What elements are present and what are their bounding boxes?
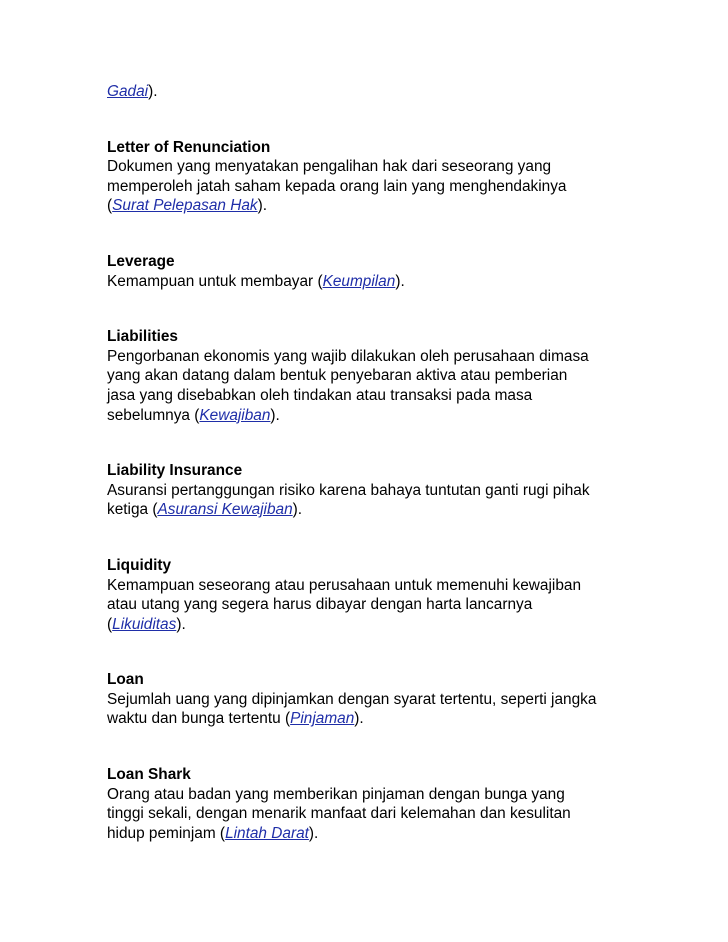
last-before: ( [107,197,113,215]
entry-last-line [107,824,707,844]
entry-term: Loan [107,671,144,689]
entry-leverage [107,252,707,291]
entry-last-line [107,272,707,292]
entry-liquidity [107,556,707,634]
last-before: ketiga ( [107,501,158,519]
entry-last-line [107,406,707,426]
last-after: ). [292,501,303,519]
entry-line: Dokumen yang menyatakan pengalihan hak dari seseorang yang [107,158,552,176]
last-before: sebelumnya ( [107,406,200,424]
glossary-page [107,82,707,879]
last-before: waktu dan bunga tertentu ( [107,710,291,728]
link-likuiditas[interactable]: Likuiditas [112,615,177,633]
link-gadai[interactable]: Gadai [107,83,149,100]
entry-line: Sejumlah uang yang dipinjamkan dengan syarat tertentu, seperti jangka [107,690,597,708]
entry-loan-shark [107,765,707,843]
entry-term: Liabilities [107,328,178,346]
entry-line: atau utang yang segera harus dibayar dengan harta lancarnya [107,596,533,614]
entry-last-line [107,709,707,729]
entry-line: tinggi sekali, dengan menarik manfaat dari kelemahan dan kesulitan [107,805,571,823]
last-after: ). [308,824,319,842]
last-after: ). [270,406,280,424]
entry-line: Pengorbanan ekonomis yang wajib dilakukan oleh perusahaan dimasa [107,347,589,365]
last-before: ( [107,615,113,633]
entry-last-line [107,500,707,520]
lead-suffix: ). [148,83,158,100]
entry-term: Liability Insurance [107,462,243,480]
lead-fragment [107,82,707,102]
entry-term: Letter of Renunciation [107,138,271,156]
entry-liabilities [107,327,707,425]
link-kewajiban[interactable]: Kewajiban [199,406,271,424]
last-after: ). [395,272,405,290]
link-keumpilan[interactable]: Keumpilan [322,272,396,290]
entry-line: jasa yang disebabkan oleh tindakan atau transaksi pada masa [107,386,533,404]
entry-line: memperoleh jatah saham kepada orang lain yang menghendakinya [107,177,567,195]
entry-last-line [107,196,707,216]
last-before: Kemampuan untuk membayar ( [107,272,323,290]
entry-line: Asuransi pertanggungan risiko karena bahaya tuntutan ganti rugi pihak [107,481,590,499]
entry-line: Kemampuan seseorang atau perusahaan untuk memenuhi kewajiban [107,576,581,594]
entry-loan [107,670,707,729]
entry-last-line [107,615,707,635]
entry-term: Leverage [107,252,175,270]
entry-liability-insurance [107,461,707,520]
entry-line: Orang atau badan yang memberikan pinjaman dengan bunga yang [107,785,565,803]
link-asuransi-kewajiban[interactable]: Asuransi Kewajiban [157,501,293,519]
last-after: ). [176,615,186,633]
entry-term: Liquidity [107,556,172,574]
last-after: ). [354,710,364,728]
entry-line: yang akan datang dalam bentuk penyebaran aktiva atau pemberian [107,367,568,385]
link-pinjaman[interactable]: Pinjaman [290,710,355,728]
entry-letter-of-renunciation [107,138,707,216]
link-lintah-darat[interactable]: Lintah Darat [225,824,309,842]
last-after: ). [257,197,267,215]
link-surat-pelepasan-hak[interactable]: Surat Pelepasan Hak [112,197,258,215]
entry-term: Loan Shark [107,766,191,784]
last-before: hidup peminjam ( [107,824,226,842]
